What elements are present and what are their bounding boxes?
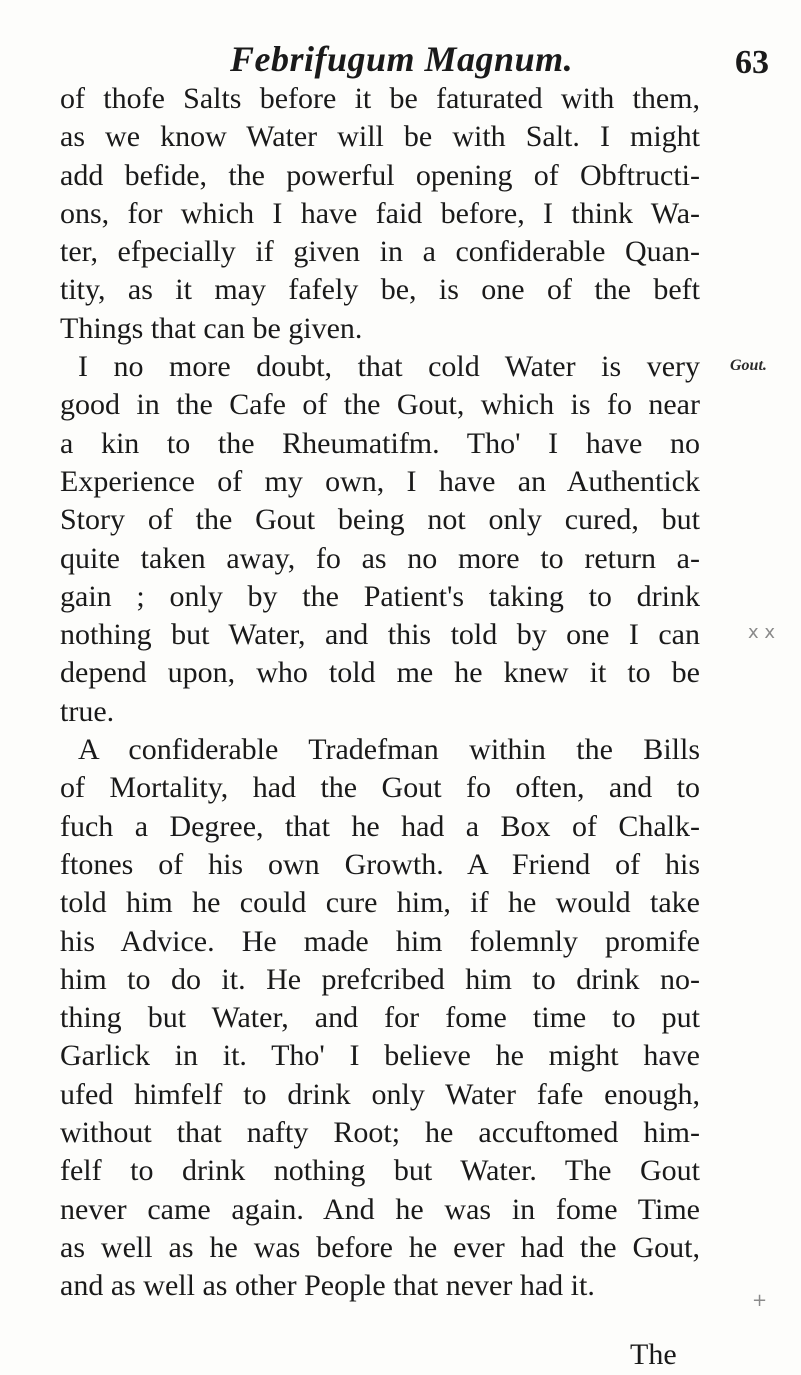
- paragraph-start-line: A confiderable Tradefman within the Bills: [78, 733, 700, 767]
- text-line: fuch a Degree, that he had a Box of Chalk-: [60, 809, 700, 843]
- paragraph-start-line: I no more doubt, that cold Water is very: [78, 350, 700, 384]
- text-line: him to do it. He prefcribed him to drink no-: [60, 962, 700, 996]
- body-text: [60, 80, 700, 1306]
- text-line: as we know Water will be with Salt. I might: [60, 120, 700, 154]
- text-line: Story of the Gout being not only cured, but: [60, 503, 700, 537]
- text-line: as well as he was before he ever had the Gout,: [60, 1230, 700, 1264]
- text-line: ftones of his own Growth. A Friend of his: [60, 847, 700, 881]
- text-line: of thofe Salts before it be faturated with them,: [60, 82, 700, 115]
- text-line: felf to drink nothing but Water. The Gout: [60, 1154, 700, 1188]
- text-line: add befide, the powerful opening of Obftructi-: [60, 158, 700, 192]
- pencil-marks: +: [752, 1290, 768, 1311]
- text-line: of Mortality, had the Gout fo often, and to: [60, 771, 700, 805]
- text-line: ufed himfelf to drink only Water fafe enough,: [60, 1077, 700, 1111]
- page-number: 63: [735, 44, 769, 81]
- text-line: gain ; only by the Patient's taking to drink: [60, 579, 700, 613]
- pencil-marks: x x: [748, 622, 776, 643]
- text-line: true.: [60, 694, 115, 728]
- catchword: The: [630, 1338, 677, 1371]
- running-title: Febrifugum Magnum.: [230, 39, 574, 79]
- text-line: Things that can be given.: [60, 311, 363, 345]
- text-line: and as well as other People that never had it.: [60, 1269, 595, 1303]
- text-line: tity, as it may fafely be, is one of the beft: [60, 273, 700, 307]
- text-line: ter, efpecially if given in a confiderable Quan-: [60, 235, 700, 269]
- text-line: told him he could cure him, if he would take: [60, 886, 700, 920]
- text-line: good in the Cafe of the Gout, which is fo near: [60, 388, 700, 422]
- text-line: never came again. And he was in fome Time: [60, 1192, 700, 1226]
- text-line: depend upon, who told me he knew it to be: [60, 656, 700, 690]
- text-line: his Advice. He made him folemnly promife: [60, 924, 700, 958]
- text-line: Garlick in it. Tho' I believe he might have: [60, 1039, 700, 1073]
- text-line: Experience of my own, I have an Authentick: [60, 464, 700, 498]
- text-line: without that nafty Root; he accuftomed him-: [60, 1116, 700, 1150]
- text-line: ons, for which I have faid before, I think Wa-: [60, 196, 700, 230]
- text-line: quite taken away, fo as no more to return a-: [60, 541, 700, 575]
- text-line: a kin to the Rheumatifm. Tho' I have no: [60, 426, 700, 460]
- text-line: nothing but Water, and this told by one I can: [60, 618, 700, 652]
- text-line: thing but Water, and for fome time to put: [60, 1001, 700, 1035]
- margin-note-gout: Gout.: [730, 357, 767, 374]
